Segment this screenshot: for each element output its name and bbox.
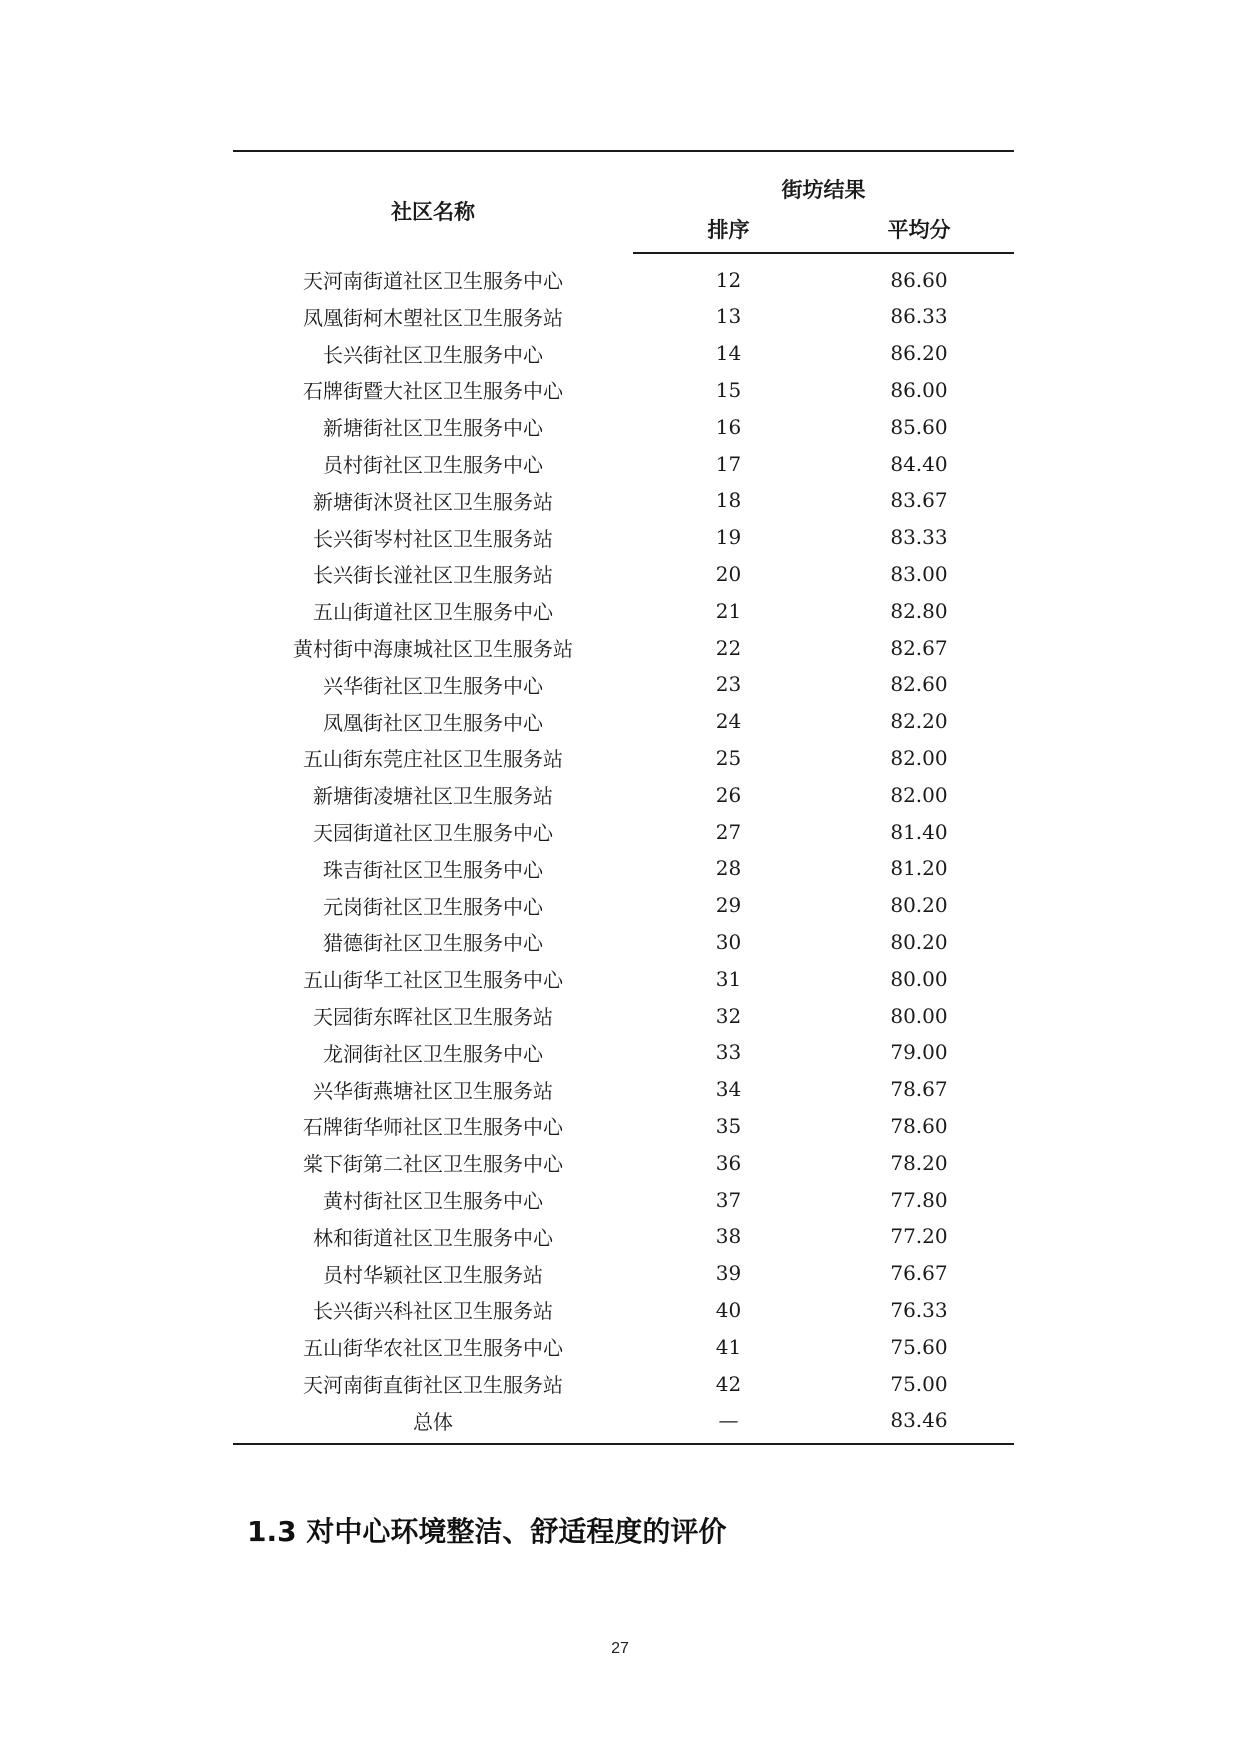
ranking-table: [233, 150, 1014, 1445]
cell-community-name: 兴华街燕塘社区卫生服务站: [313, 1078, 553, 1103]
cell-average-score: 75.60: [890, 1334, 948, 1359]
table-row: [233, 1071, 1014, 1108]
cell-community-name: 龙洞街社区卫生服务中心: [323, 1041, 543, 1066]
cell-average-score: 82.60: [890, 672, 948, 697]
table-row: [233, 408, 1014, 445]
cell-average-score: 83.33: [890, 525, 948, 550]
cell-community-name: 天河南街直街社区卫生服务站: [303, 1373, 563, 1397]
table-row: [233, 1255, 1014, 1292]
table-row: [233, 1181, 1014, 1218]
cell-community-name: 石牌街华师社区卫生服务中心: [303, 1115, 563, 1140]
table-row: [233, 519, 1014, 556]
cell-community-name: 新塘街社区卫生服务中心: [323, 416, 543, 441]
cell-average-score: 81.40: [890, 819, 948, 844]
cell-average-score: 76.67: [890, 1261, 948, 1286]
cell-average-score: 86.60: [890, 268, 948, 292]
cell-community-name: 珠吉街社区卫生服务中心: [323, 857, 543, 882]
cell-average-score: 79.00: [890, 1040, 948, 1065]
page-number: 27: [611, 1640, 629, 1657]
header-rank: 排序: [633, 206, 824, 253]
header-group-result: 街坊结果: [633, 151, 1014, 206]
cell-rank: 15: [715, 377, 742, 402]
cell-community-name: 五山街华农社区卫生服务中心: [303, 1336, 563, 1361]
cell-average-score: 86.33: [890, 304, 948, 329]
cell-rank: 31: [715, 966, 742, 991]
cell-community-name: 黄村街社区卫生服务中心: [323, 1189, 543, 1214]
cell-rank: 34: [715, 1077, 742, 1102]
cell-community-name: 长兴街岑村社区卫生服务站: [313, 526, 553, 551]
cell-rank: —: [633, 1402, 824, 1444]
cell-rank: 32: [715, 1003, 742, 1028]
cell-community-name: 新塘街凌塘社区卫生服务站: [313, 784, 553, 809]
cell-average-score: 85.60: [890, 414, 948, 439]
cell-average-score: 80.00: [890, 966, 948, 991]
table-row: [233, 960, 1014, 997]
cell-average-score: 77.20: [890, 1224, 948, 1249]
cell-average-score: 82.80: [890, 598, 948, 623]
cell-community-name: 兴华街社区卫生服务中心: [323, 673, 543, 698]
table-row: [233, 666, 1014, 703]
cell-average-score: 83.67: [890, 488, 948, 513]
table-row: [233, 629, 1014, 666]
cell-average-score: 83.46: [824, 1402, 1014, 1444]
cell-rank: 16: [715, 414, 742, 439]
header-community-name: 社区名称: [233, 151, 633, 253]
cell-rank: 30: [715, 929, 742, 954]
cell-rank: 25: [715, 745, 742, 770]
table-row: [233, 1034, 1014, 1071]
cell-average-score: 82.00: [890, 745, 948, 770]
cell-community-name: 员村街社区卫生服务中心: [323, 453, 543, 478]
cell-rank: 17: [715, 451, 742, 476]
cell-rank: 13: [715, 304, 742, 329]
table-row: [233, 1218, 1014, 1255]
cell-rank: 21: [715, 598, 742, 623]
table-row: [233, 1108, 1014, 1145]
cell-community-name: 天河南街道社区卫生服务中心: [303, 269, 563, 293]
cell-rank: 33: [715, 1040, 742, 1065]
cell-average-score: 78.20: [890, 1150, 948, 1175]
cell-community-name: 元岗街社区卫生服务中心: [323, 894, 543, 919]
cell-average-score: 76.33: [890, 1297, 948, 1322]
ranking-table-container: [233, 150, 1014, 1445]
table-row: [233, 335, 1014, 372]
cell-rank: 18: [715, 488, 742, 513]
cell-community-name: 凤凰街柯木塱社区卫生服务站: [303, 305, 563, 330]
table-row: [233, 482, 1014, 519]
cell-average-score: 84.40: [890, 451, 948, 476]
table-row: [233, 556, 1014, 593]
table-row: [233, 445, 1014, 482]
table-row: [233, 1292, 1014, 1329]
table-row: [233, 298, 1014, 335]
cell-average-score: 80.20: [890, 893, 948, 918]
cell-community-name: 五山街华工社区卫生服务中心: [303, 968, 563, 993]
table-row: [233, 1402, 1014, 1444]
table-body: [233, 253, 1014, 1444]
cell-rank: 12: [715, 268, 742, 292]
cell-community-name: 天园街东晖社区卫生服务站: [313, 1005, 553, 1030]
cell-community-name: 石牌街暨大社区卫生服务中心: [303, 379, 563, 404]
cell-average-score: 80.00: [890, 1003, 948, 1028]
cell-rank: 23: [715, 672, 742, 697]
cell-community-name: 棠下街第二社区卫生服务中心: [303, 1152, 563, 1177]
table-row: [233, 887, 1014, 924]
cell-rank: 27: [715, 819, 742, 844]
cell-rank: 20: [715, 561, 742, 586]
table-row: [233, 372, 1014, 409]
cell-community-name: 凤凰街社区卫生服务中心: [323, 710, 543, 735]
cell-community-name: 长兴街社区卫生服务中心: [323, 342, 543, 367]
header-average-score: 平均分: [824, 206, 1014, 253]
cell-average-score: 86.20: [890, 341, 948, 366]
cell-rank: 19: [715, 525, 742, 550]
cell-average-score: 78.60: [890, 1113, 948, 1138]
cell-rank: 35: [715, 1113, 742, 1138]
table-row: [233, 997, 1014, 1034]
table-row: [233, 813, 1014, 850]
cell-rank: 37: [715, 1187, 742, 1212]
cell-average-score: 86.00: [890, 377, 948, 402]
cell-rank: 41: [715, 1334, 742, 1359]
cell-community-name: 林和街道社区卫生服务中心: [313, 1225, 553, 1250]
cell-community-name: 天园街道社区卫生服务中心: [313, 821, 553, 846]
table-row: [233, 924, 1014, 961]
table-row: [233, 703, 1014, 740]
cell-rank: 22: [715, 635, 742, 660]
cell-community-name: 长兴街兴科社区卫生服务站: [313, 1299, 553, 1324]
table-row: [233, 1328, 1014, 1365]
cell-average-score: 82.20: [890, 709, 948, 734]
cell-average-score: 80.20: [890, 929, 948, 954]
cell-average-score: 83.00: [890, 561, 948, 586]
table-row: [233, 1365, 1014, 1402]
cell-rank: 26: [715, 782, 742, 807]
cell-average-score: 75.00: [890, 1371, 948, 1396]
cell-community-name: 新塘街沐贤社区卫生服务站: [313, 489, 553, 514]
table-row: [233, 592, 1014, 629]
section-heading: 1.3 对中心环境整洁、舒适程度的评价: [247, 1515, 727, 1548]
cell-community-name: 员村华颖社区卫生服务站: [323, 1262, 543, 1287]
cell-community-name: 总体: [233, 1402, 633, 1444]
cell-average-score: 78.67: [890, 1077, 948, 1102]
table-row: [233, 740, 1014, 777]
cell-average-score: 77.80: [890, 1187, 948, 1212]
cell-average-score: 82.00: [890, 782, 948, 807]
table-row: [233, 850, 1014, 887]
cell-community-name: 五山街道社区卫生服务中心: [313, 600, 553, 625]
table-row: [233, 1144, 1014, 1181]
cell-average-score: 81.20: [890, 856, 948, 881]
cell-rank: 29: [715, 893, 742, 918]
cell-community-name: 五山街东莞庄社区卫生服务站: [303, 747, 563, 772]
cell-rank: 40: [715, 1297, 742, 1322]
cell-community-name: 猎德街社区卫生服务中心: [323, 931, 543, 956]
cell-rank: 39: [715, 1261, 742, 1286]
cell-community-name: 黄村街中海康城社区卫生服务站: [293, 637, 573, 662]
table-row: [233, 253, 1014, 298]
cell-rank: 42: [715, 1371, 742, 1396]
cell-rank: 24: [715, 709, 742, 734]
cell-rank: 38: [715, 1224, 742, 1249]
cell-rank: 14: [715, 341, 742, 366]
table-row: [233, 776, 1014, 813]
cell-rank: 28: [715, 856, 742, 881]
table-header: [233, 151, 1014, 253]
cell-average-score: 82.67: [890, 635, 948, 660]
cell-community-name: 长兴街长湴社区卫生服务站: [313, 563, 553, 588]
cell-rank: 36: [715, 1150, 742, 1175]
